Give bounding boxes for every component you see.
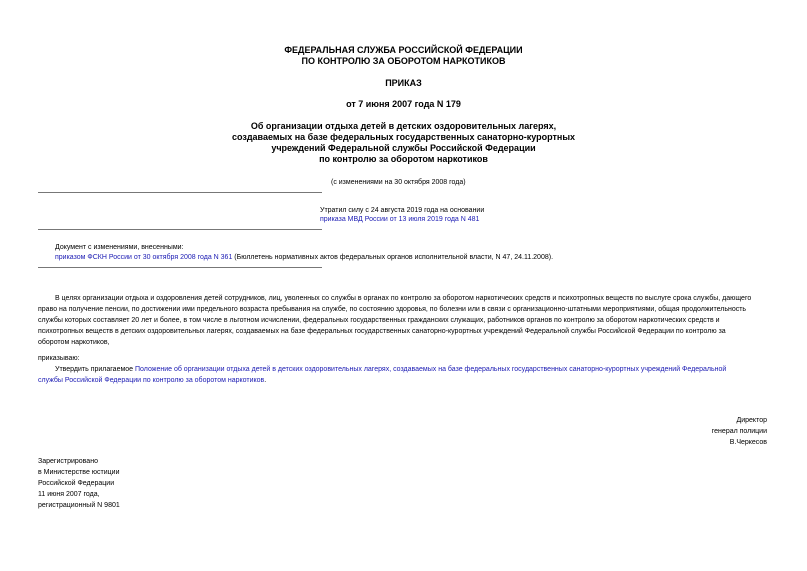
approve-prefix: Утвердить прилагаемое — [55, 366, 136, 373]
title-line-3: учреждений Федеральной службы Российской Федерации — [271, 143, 536, 153]
title-line-4: по контролю за оборотом наркотиков — [319, 154, 488, 164]
registration-line-1: Зарегистрировано — [38, 458, 98, 465]
approve-line-2 — [38, 376, 266, 385]
registration-line-5: регистрационный N 9801 — [38, 502, 120, 509]
approve-end: . — [264, 377, 267, 384]
registration-line-3: Российской Федерации — [38, 480, 115, 487]
intro-line-2: право на получение пенсии, по достижении ими предельного возраста пребывания на службе, по состоянию здоровья, по болезни или в связи с организационно-штатными мероприятиями, общая продолжительность — [38, 306, 747, 313]
agency-name-line-2: ПО КОНТРОЛЮ ЗА ОБОРОТОМ НАРКОТИКОВ — [301, 56, 506, 66]
intro-line-1: В целях организации отдыха и оздоровления детей сотрудников, лиц, уволенных со службы в органах по контролю за оборотом наркотических средств и психотропных веществ по выслуге срока службы, дающего — [55, 295, 752, 302]
registration-line-2: в Министерстве юстиции — [38, 469, 120, 476]
approve-line-1 — [55, 365, 726, 374]
status-line: Утратил силу с 24 августа 2019 года на основании — [320, 207, 485, 214]
regulation-link[interactable]: Положение об организации отдыха детей в детских оздоровительных лагерях, создаваемых на базе федеральных государственных санаторно-курортных учреждений Федеральной — [135, 366, 727, 373]
changes-reference — [55, 253, 553, 262]
divider — [38, 192, 322, 193]
intro-line-5: оборотом наркотиков, — [38, 339, 110, 346]
title-line-2: создаваемых на базе федеральных государственных санаторно-курортных — [231, 132, 576, 142]
title-line-1: Об организации отдыха детей в детских оздоровительных лагерях, — [250, 121, 557, 131]
signature-position-2: генерал полиции — [711, 428, 767, 435]
signature-position-1: Директор — [736, 417, 767, 424]
repeal-order-link[interactable]: приказа МВД России от 13 июля 2019 года N 481 — [320, 216, 480, 223]
intro-line-4: психотропных веществ в детских оздоровительных лагерях, создаваемых на базе федеральных государственных санаторно-курортных учреждений Федеральной службы Российской Федерации по контролю за — [38, 328, 726, 335]
divider — [38, 267, 322, 268]
regulation-link-continued[interactable]: службы Российской Федерации по контролю за оборотом наркотиков — [38, 377, 265, 384]
registration-line-4: 11 июня 2007 года, — [38, 491, 100, 498]
amending-order-link[interactable]: приказом ФСКН России от 30 октября 2008 года N 361 — [55, 254, 233, 261]
changes-label: Документ с изменениями, внесенными: — [55, 244, 184, 251]
order-word: приказываю: — [38, 355, 80, 362]
document-date: от 7 июня 2007 года N 179 — [346, 99, 461, 109]
changes-source: (Бюллетень нормативных актов федеральных органов исполнительной власти, N 47, 24.11.2008). — [232, 254, 554, 261]
amendment-note: (с изменениями на 30 октября 2008 года) — [331, 179, 466, 186]
signature-name: В.Черкесов — [729, 439, 767, 446]
document-type: ПРИКАЗ — [385, 78, 422, 88]
divider — [38, 229, 322, 230]
agency-name-line-1: ФЕДЕРАЛЬНАЯ СЛУЖБА РОССИЙСКОЙ ФЕДЕРАЦИИ — [284, 45, 523, 55]
intro-line-3: службы которых составляет 20 лет и более, в том числе в льготном исчислении, федеральных государственных гражданских служащих, работников органов по контролю за оборотом наркотических средств и — [38, 317, 720, 324]
